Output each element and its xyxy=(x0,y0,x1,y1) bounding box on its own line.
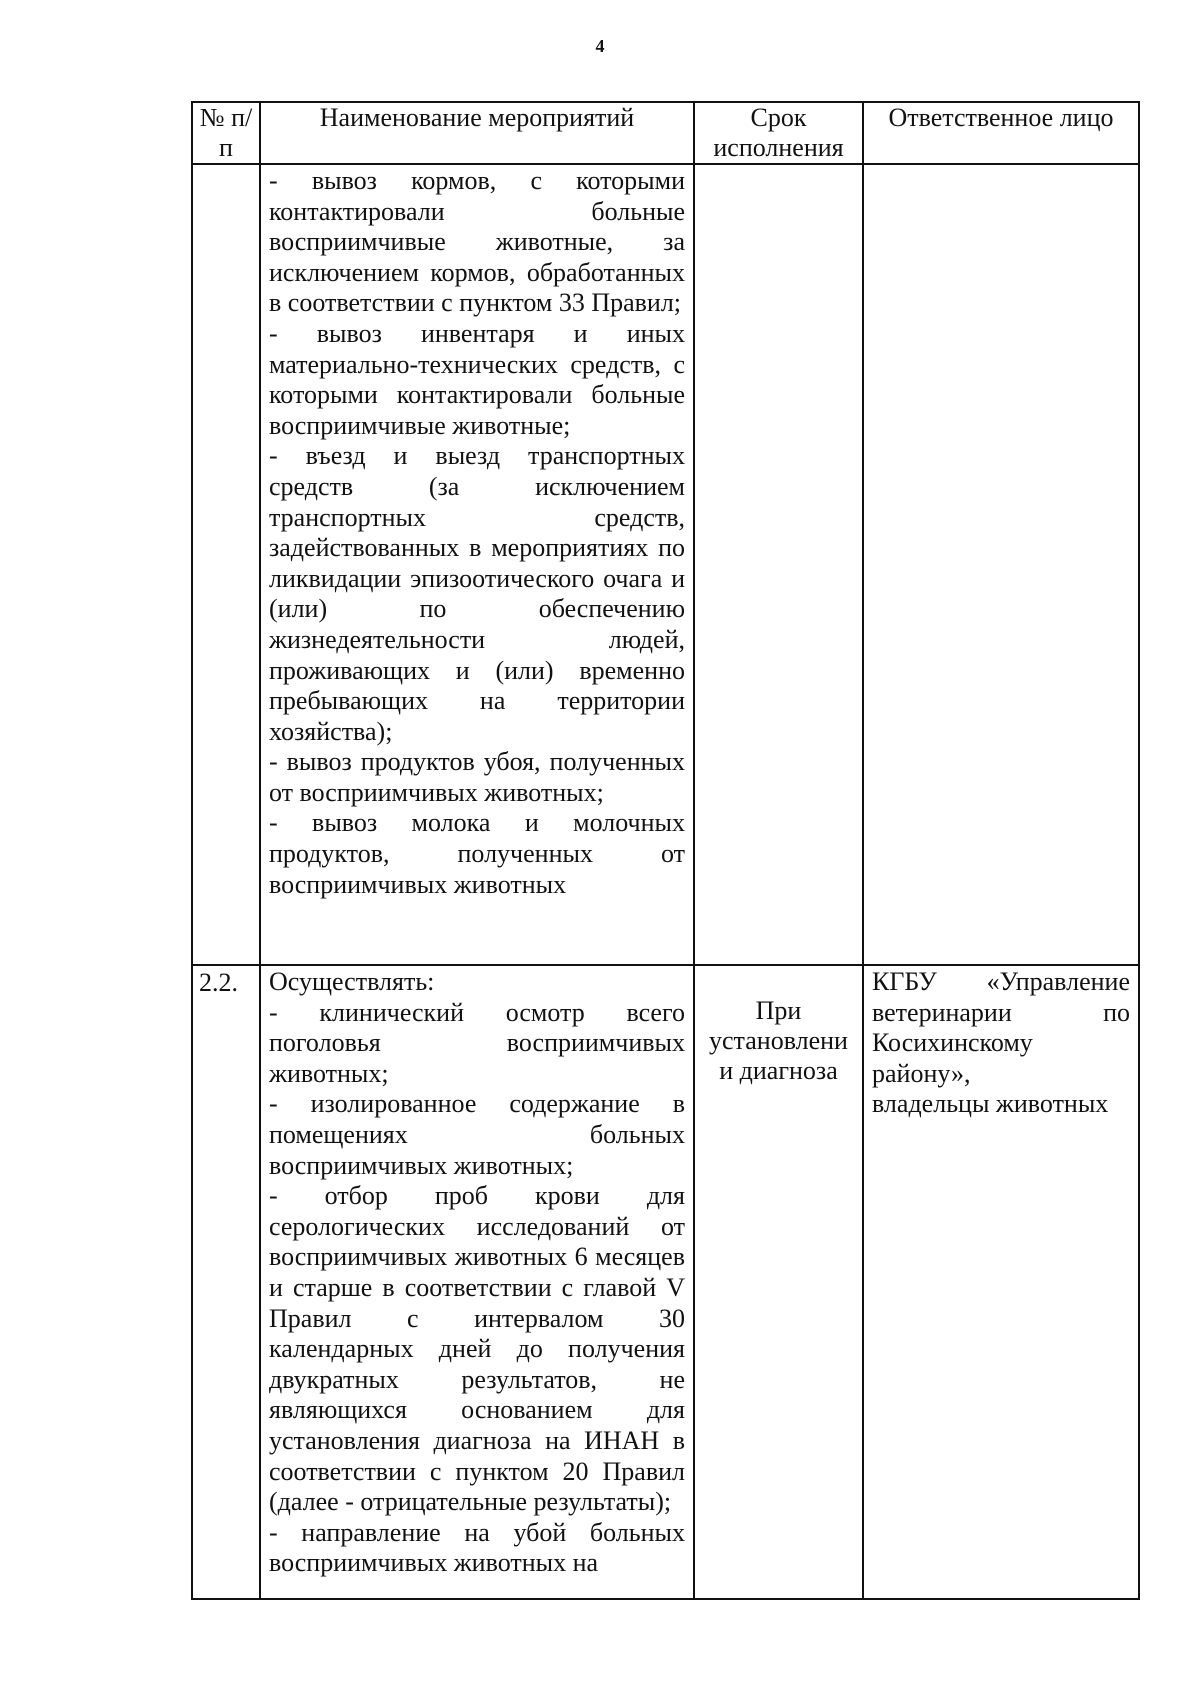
measure-item: - вывоз продуктов убоя, полученных от восприимчивых животных; xyxy=(269,747,685,807)
measure-item: - направление на убой больных восприимчивых животных на xyxy=(269,1517,685,1578)
table-row xyxy=(192,164,1139,965)
responsible-cell xyxy=(863,965,1139,1599)
responsible-cell xyxy=(863,164,1139,965)
measure-item: - вывоз инвентаря и иных материально-технических средств, с которыми контактировали больные восприимчивые животные; xyxy=(269,318,685,440)
header-responsible: Ответственное лицо xyxy=(863,102,1139,164)
measure-item: - отбор проб крови для серологических исследований от восприимчивых животных 6 месяцев и старше в соответствии с главой V Правил с интервалом 30 календарных дней до получения двукратных результатов, не являющихся основанием для установления диагноза на ИНАН в соответствии с пунктом 20 Правил (далее - отрицательные результаты); xyxy=(269,1181,685,1517)
measure-item: - вывоз кормов, с которыми контактировали больные восприимчивые животные, за исключением кормов, обработанных в соответствии с пунктом 33 Правил; xyxy=(269,166,685,318)
measures-table xyxy=(191,101,1140,1600)
measure-item: - въезд и выезд транспортных средств (за исключением транспортных средств, задействованных в мероприятиях по ликвидации эпизоотического очага и (или) по обеспечению жизнедеятельности людей, проживающих и (или) временно пребывающих на территории хозяйства); xyxy=(269,441,685,746)
measure-item: Осуществлять: xyxy=(269,967,435,996)
table-header-row xyxy=(192,102,1139,164)
measure-item: - изолированное содержание в помещениях больных восприимчивых животных; xyxy=(269,1089,685,1180)
term-cell xyxy=(694,164,863,965)
row-number-cell xyxy=(192,164,260,965)
responsible-party: владельцы животных xyxy=(872,1089,1109,1119)
measure-item: - клинический осмотр всего поголовья восприимчивых животных; xyxy=(269,997,685,1088)
responsible-party: КГБУ «Управление ветеринарии по Косихинскому району», xyxy=(872,967,1130,1088)
measure-cell xyxy=(260,965,694,1599)
header-measure-name: Наименование мероприятий xyxy=(260,102,694,164)
table-row xyxy=(192,965,1139,1599)
measure-cell xyxy=(260,164,694,965)
page-number: 4 xyxy=(595,36,605,56)
row-number-cell: 2.2. xyxy=(192,965,260,1599)
measure-item: - вывоз молока и молочных продуктов, полученных от восприимчивых животных xyxy=(269,808,685,899)
header-term: Срок исполнения xyxy=(694,102,863,164)
header-number: № п/п xyxy=(192,102,260,164)
term-cell: При установлени и диагноза xyxy=(694,965,863,1599)
